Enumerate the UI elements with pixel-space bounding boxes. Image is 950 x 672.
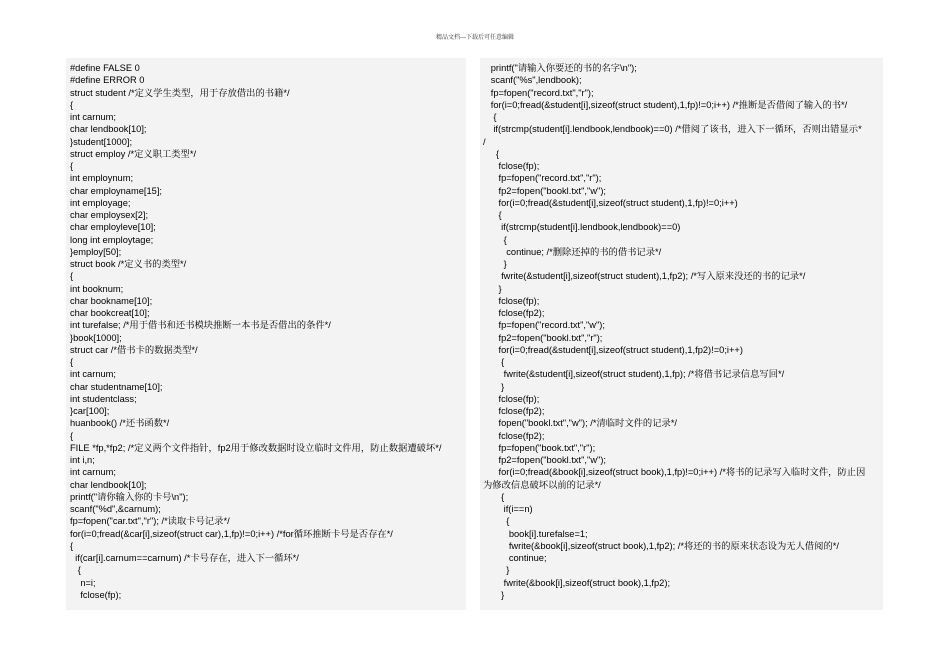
- code-line: int carnum;: [70, 369, 116, 380]
- code-line: {: [483, 234, 507, 245]
- code-line: #define FALSE 0: [70, 63, 140, 73]
- code-block-left: [66, 58, 466, 601]
- code-line: {: [483, 210, 502, 220]
- code-line: }: [483, 589, 505, 600]
- code-line: char lendbook[10];: [70, 124, 147, 135]
- code-line: {: [483, 516, 510, 527]
- code-line: fclose(fp2);: [483, 430, 545, 441]
- code-line: fclose(fp);: [70, 589, 122, 600]
- code-line: if(strcmp(student[i].lendbook,lendbook)==0) /*借阅了该书，进入下一循环，否则出错显示*: [483, 124, 862, 135]
- code-line: fp=fopen("car.txt","r"); /*读取卡号记录*/: [70, 516, 230, 527]
- code-line: {: [70, 430, 74, 441]
- code-line: }car[100];: [70, 406, 110, 416]
- code-line: fp=fopen("record.txt","w");: [483, 320, 605, 331]
- code-line: if(i==n): [483, 504, 533, 514]
- code-line: scanf("%d",&carnum);: [70, 504, 161, 514]
- code-line: struct car /*借书卡的数据类型*/: [70, 344, 198, 355]
- code-line: fp=fopen("book.txt","r");: [483, 442, 596, 453]
- code-line: for(i=0;fread(&book[i],sizeof(struct book),1,fp)!=0;i++) /*将书的记录写入临时文件，防止因: [483, 467, 866, 478]
- code-line: for(i=0;fread(&student[i],sizeof(struct student),1,fp)!=0;i++) /*推断是否借阅了输入的书*/: [483, 99, 848, 110]
- code-line: fp2=fopen("bookl.txt","r");: [483, 332, 603, 343]
- code-line: if(strcmp(student[i].lendbook,lendbook)==0): [483, 222, 681, 233]
- code-line: fclose(fp);: [483, 161, 540, 171]
- code-line: {: [483, 491, 505, 502]
- code-line: }: [483, 381, 505, 392]
- code-line: }: [483, 283, 502, 294]
- code-line: #define ERROR 0: [70, 75, 145, 86]
- code-line: }: [483, 259, 507, 269]
- code-line: int carnum;: [70, 467, 116, 478]
- code-line: for(i=0;fread(&student[i],sizeof(struct student),1,fp)!=0;i++): [483, 197, 738, 208]
- code-line: if(car[i].carnum==carnum) /*卡号存在，进入下一循环*/: [70, 553, 299, 563]
- code-line: continue;: [483, 553, 547, 563]
- code-line: }student[1000];: [70, 136, 133, 147]
- code-line: {: [483, 357, 505, 367]
- code-column-right: [480, 58, 883, 610]
- code-line: struct employ /*定义职工类型*/: [70, 148, 197, 159]
- code-line: fclose(fp);: [483, 393, 540, 404]
- code-line: char lendbook[10];: [70, 479, 147, 490]
- code-line: fwrite(&student[i],sizeof(struct student),1,fp2); /*写入原来没还的书的记录*/: [483, 271, 806, 282]
- code-line: {: [70, 99, 74, 110]
- code-line: int booknum;: [70, 283, 124, 294]
- code-line: fp=fopen("record.txt","r");: [483, 87, 594, 98]
- code-line: scanf("%s",lendbook);: [483, 75, 582, 86]
- code-line: struct book /*定义书的类型*/: [70, 259, 187, 269]
- code-line: {: [70, 161, 74, 171]
- code-line: char studentname[10];: [70, 381, 163, 392]
- code-line: printf("请你输入你的卡号\n");: [70, 491, 189, 502]
- code-line: int i,n;: [70, 455, 95, 465]
- code-line: {: [70, 565, 81, 576]
- code-line: char employname[15];: [70, 185, 162, 196]
- code-line: }book[1000];: [70, 332, 122, 343]
- code-block-right: [480, 58, 883, 601]
- code-line: int carnum;: [70, 112, 116, 122]
- code-line: char employsex[2];: [70, 210, 149, 220]
- code-line: {: [70, 357, 74, 367]
- code-line: fp2=fopen("bookl.txt","w");: [483, 455, 607, 465]
- code-line: fp=fopen("record.txt","r");: [483, 173, 602, 184]
- code-line: struct student /*定义学生类型，用于存放借出的书籍*/: [70, 87, 290, 98]
- code-line: {: [70, 271, 74, 282]
- code-line: fclose(fp2);: [483, 308, 545, 318]
- code-line: book[i].turefalse=1;: [483, 528, 588, 539]
- code-line: fwrite(&book[i],sizeof(struct book),1,fp2);: [483, 577, 671, 588]
- code-column-left: [66, 58, 466, 610]
- code-line: /: [483, 136, 486, 147]
- code-line: char bookname[10];: [70, 295, 153, 306]
- code-line: 为修改信息破坏以前的记录*/: [483, 479, 601, 490]
- code-line: long int employtage;: [70, 234, 154, 245]
- code-line: huanbook() /*还书函数*/: [70, 418, 170, 429]
- code-line: }employ[50];: [70, 246, 122, 257]
- code-line: int studentclass;: [70, 393, 137, 404]
- code-line: int employage;: [70, 197, 131, 208]
- code-line: fopen("bookl.txt","w"); /*清临时文件的记录*/: [483, 418, 678, 429]
- code-line: fwrite(&student[i],sizeof(struct student),1,fp); /*将借书记录信息写回*/: [483, 369, 785, 380]
- code-line: {: [483, 148, 500, 159]
- code-line: fclose(fp2);: [483, 406, 545, 416]
- code-line: FILE *fp,*fp2; /*定义两个文件指针，fp2用于修改数据时设立临时文件用，防止数据遭破坏*/: [70, 442, 442, 453]
- code-line: {: [483, 112, 497, 122]
- page-header: 精品文档---下载后可任意编辑: [435, 34, 515, 41]
- code-line: {: [70, 540, 74, 551]
- code-line: fwrite(&book[i],sizeof(struct book),1,fp2); /*将还的书的原来状态设为无人借阅的*/: [483, 540, 839, 551]
- code-line: printf("请输入你要还的书的名字\n");: [483, 63, 637, 73]
- code-line: }: [483, 565, 510, 576]
- code-line: continue; /*删除还掉的书的借书记录*/: [483, 246, 662, 257]
- code-line: n=i;: [70, 577, 96, 588]
- code-line: int turefalse; /*用于借书和还书模块推断一本书是否借出的条件*/: [70, 320, 331, 331]
- code-line: fp2=fopen("bookl.txt","w");: [483, 185, 607, 196]
- code-line: for(i=0;fread(&car[i],sizeof(struct car),1,fp)!=0;i++) /*for循环推断卡号是否存在*/: [70, 528, 393, 539]
- code-line: for(i=0;fread(&student[i],sizeof(struct student),1,fp2)!=0;i++): [483, 344, 743, 355]
- code-line: char employleve[10];: [70, 222, 156, 233]
- code-line: char bookcreat[10];: [70, 308, 150, 318]
- code-line: fclose(fp);: [483, 295, 540, 306]
- code-line: int employnum;: [70, 173, 134, 184]
